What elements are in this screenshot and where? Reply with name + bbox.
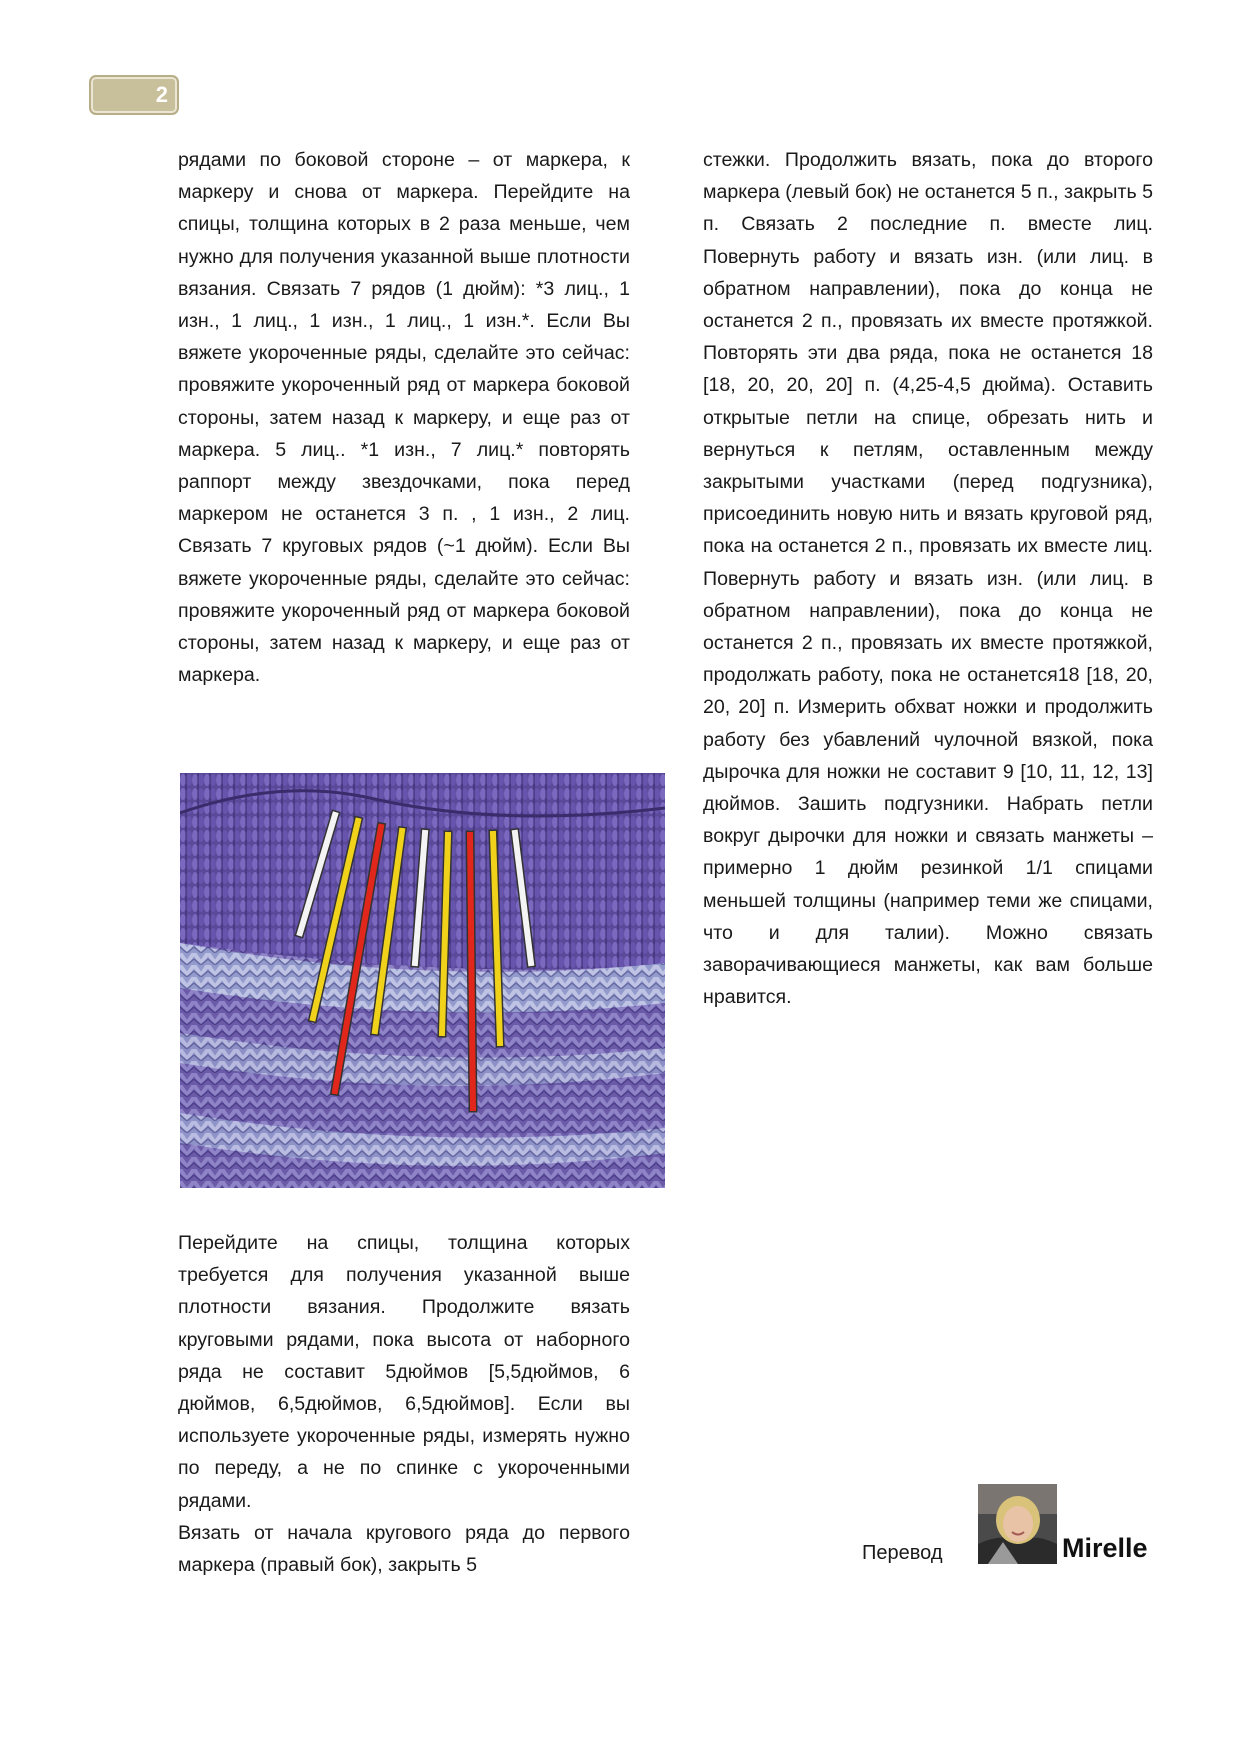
paragraph: Перейдите на спицы, толщина которых требуется для получения указанной выше плотности вязания. Продолжите вязать круговыми рядами, пока высота от наборного ряда не составит 5дюймов [5,5дюймов, 6 дюймов, 6,5дюймов, 6,5дюймов]. Если вы используете укороченные ряды, измерять нужно по переду, а не по спинке с укороченными рядами. — [178, 1232, 630, 1512]
paragraph: стежки. Продолжить вязать, пока до второго маркера (левый бок) не останется 5 п., закрыть 5 п. Связать 2 последние п. вместе лиц. Повернуть работу и вязать изн. (или лиц. в обратном направлении), пока до конца не останется 2 п., провязать их вместе протяжкой. Повторять эти два ряда, пока не останется 18 [18, 20, 20, 20] п. (4,25-4,5 дюйма). Оставить открытые петли на спице, обрезать нить и вернуться к петлям, оставленным между закрытыми участками (перед подгузника), присоединить новую нить и вязать круговой ряд, пока на останется 2 п., провязать их вместе лиц. Повернуть работу и вязать изн. (или лиц. в обратном направлении), пока до конца не останется 2 п., провязать их вместе протяжкой, продолжать работу, пока не останется18 [18, 20, 20, 20] п. Измерить обхват ножки и продолжить работу без убавлений чулочной вязкой, пока дырочка для ножки не составит 9 [10, 11, 12, 13] дюймов. Зашить подгузники. Набрать петли вокруг дырочки для ножки и связать манжеты – примерно 1 дюйм резинкой 1/1 спицами меньшей толщины (например теми же спицами, что и для талии). Можно связать заворачивающиеся манжеты, как вам больше нравится. — [703, 149, 1154, 1009]
page-number-badge — [89, 75, 179, 115]
text-column-left-top — [178, 144, 630, 691]
translation-label: Перевод — [862, 1542, 943, 1564]
paragraph: Вязать от начала кругового ряда до первого маркера (правый бок), закрыть 5 — [178, 1521, 630, 1577]
translator-avatar — [978, 1484, 1057, 1564]
paragraph: рядами по боковой стороне – от маркера, к маркеру и снова от маркера. Перейдите на спицы, толщина которых в 2 раза меньше, чем нужно для получения указанной выше плотности вязания. Связать 7 рядов (1 дюйм): *3 лиц., 1 изн., 1 лиц., 1 изн., 1 лиц., 1 изн.*. Если Вы вяжете укороченные ряды, сделайте это сейчас: провяжите укороченный ряд от маркера боковой стороны, затем назад к маркеру, и еще раз от маркера. 5 лиц.. *1 изн., 7 лиц.* повторять раппорт между звездочками, пока перед маркером не останется 3 п. , 1 изн., 2 лиц. Связать 7 круговых рядов (~1 дюйм). Если Вы вяжете укороченные ряды, сделайте это сейчас: провяжите укороченный ряд от маркера боковой стороны, затем назад к маркеру, и еще раз от маркера. — [178, 149, 630, 687]
translator-name: Mirelle — [1062, 1533, 1148, 1563]
knitting-photo — [180, 773, 665, 1188]
text-column-right — [703, 144, 1153, 1013]
text-column-left-bottom — [178, 1227, 630, 1581]
page-number: 2 — [155, 82, 168, 107]
